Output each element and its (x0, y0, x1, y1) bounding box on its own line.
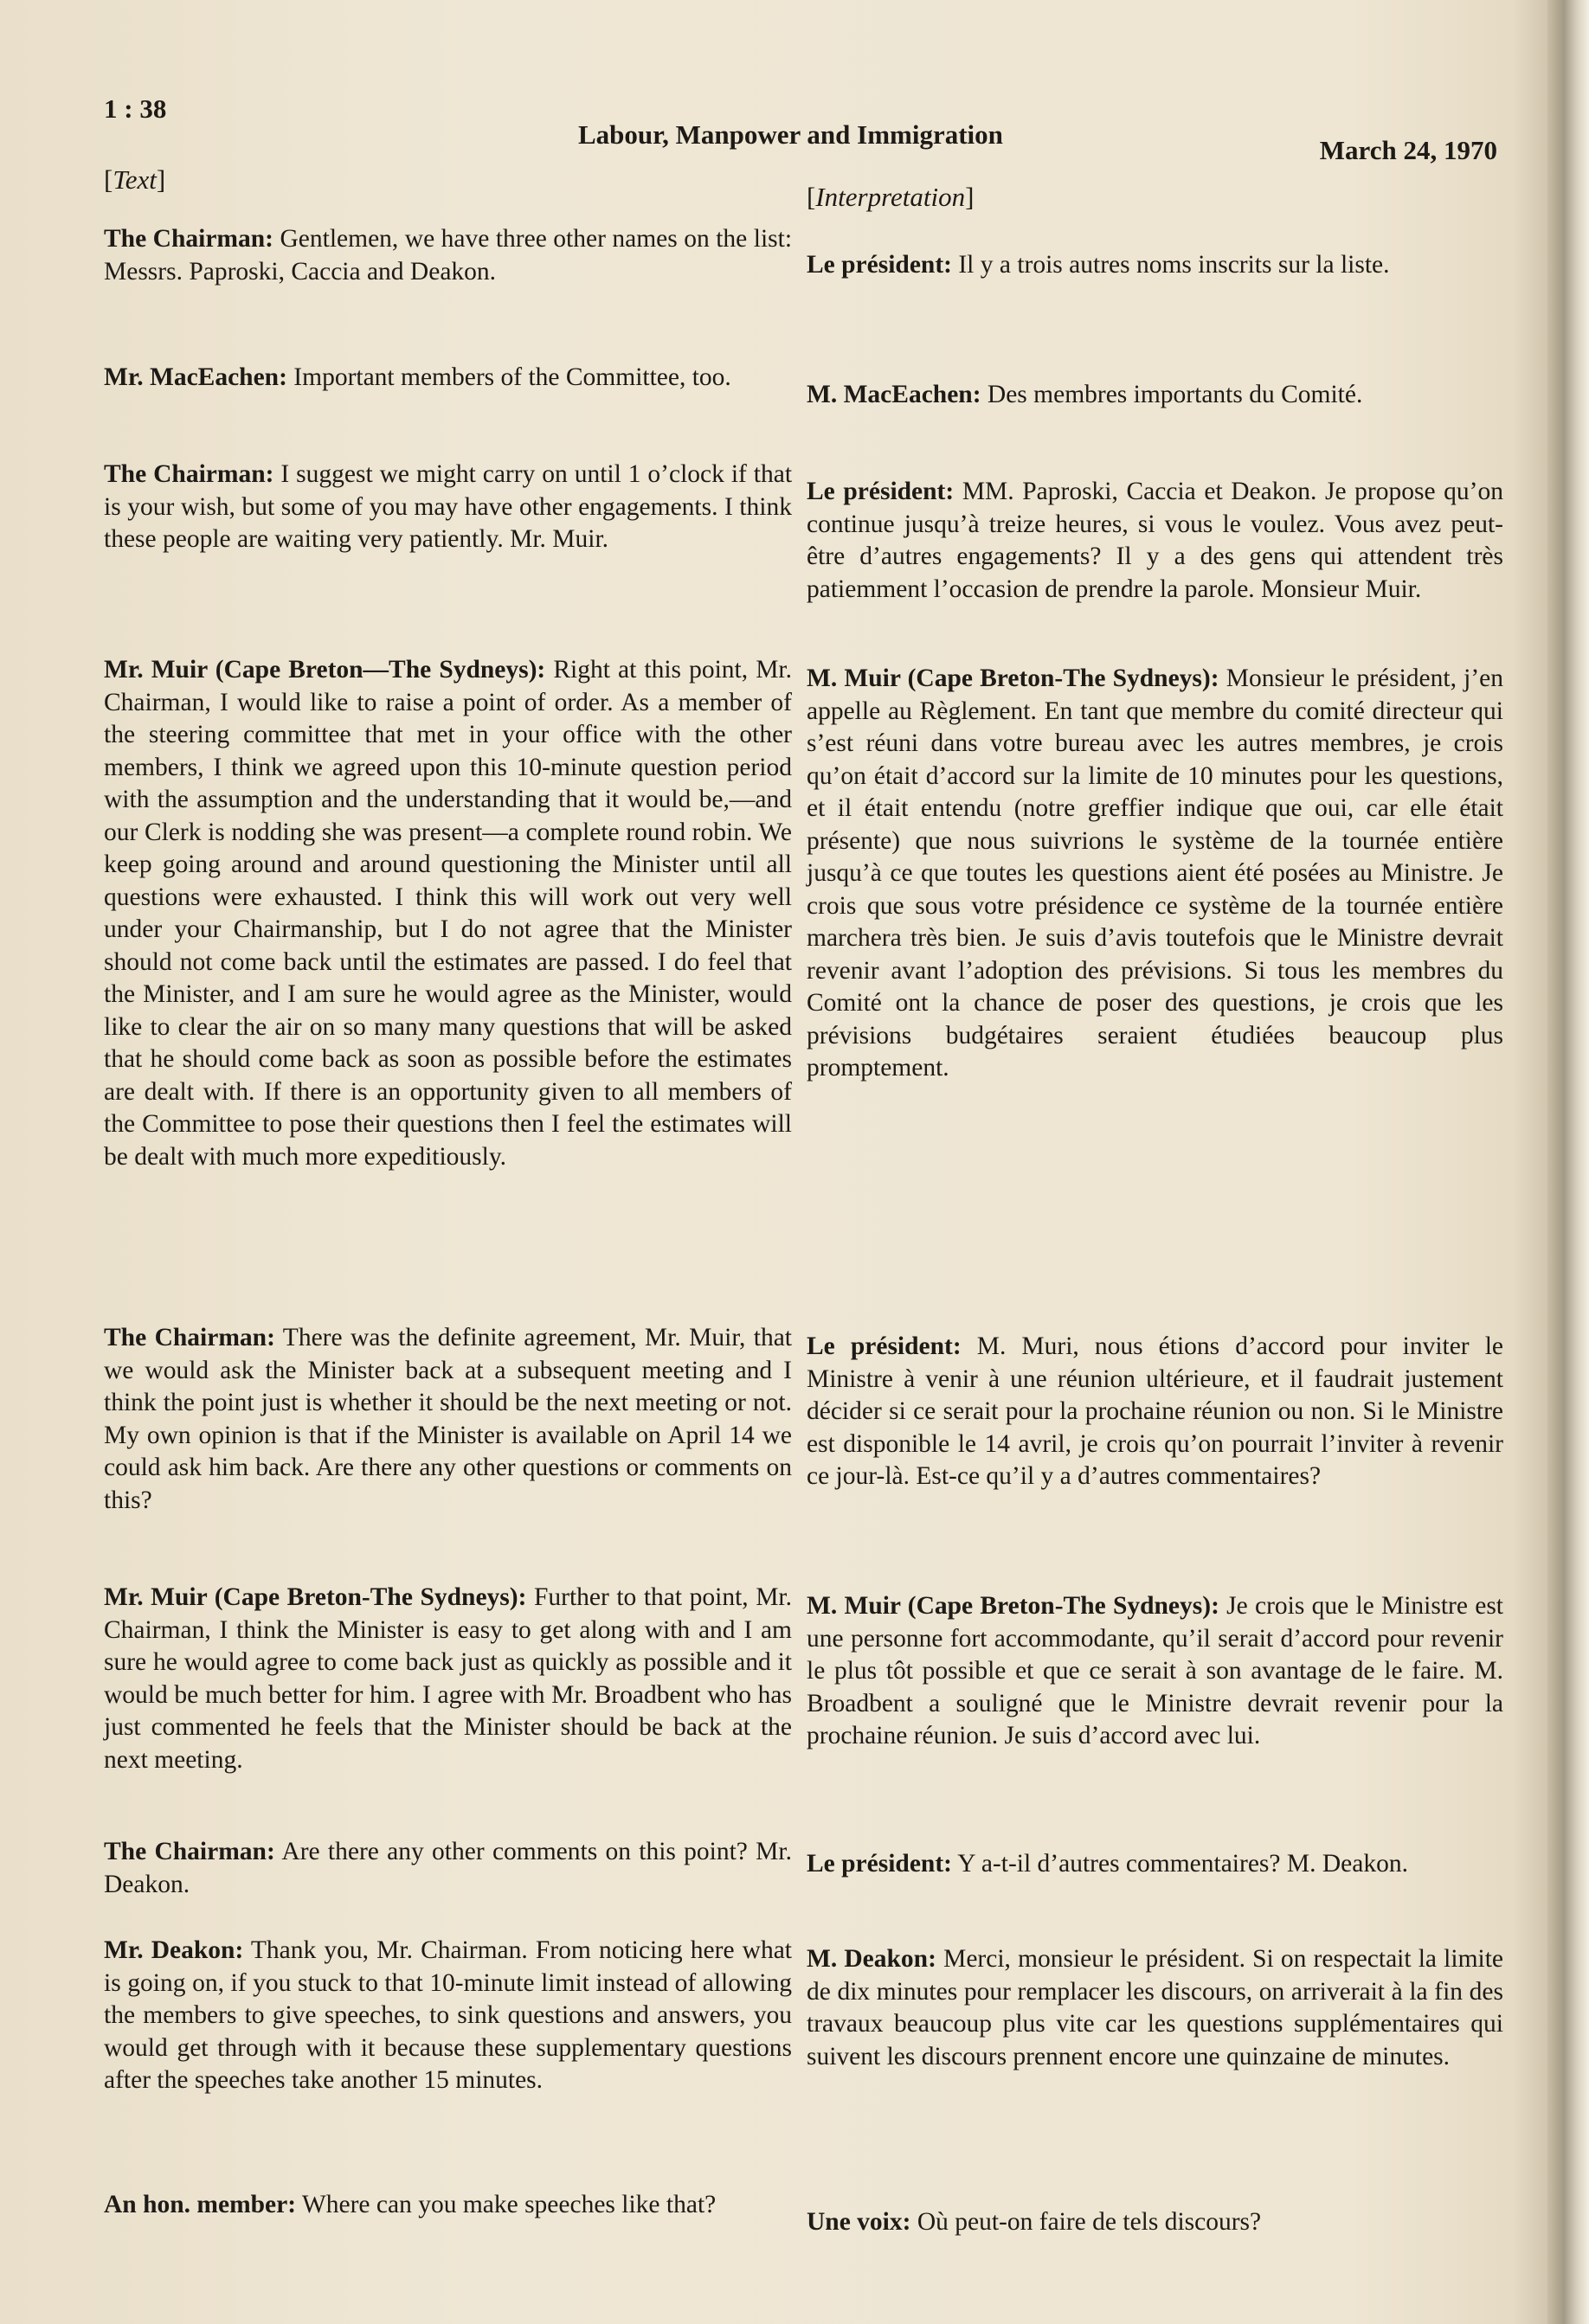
page-edge (1547, 0, 1589, 2324)
running-title: Labour, Manpower and Immigration (578, 119, 1003, 150)
paragraph: Le président: Il y a trois autres noms inscrits sur la liste. (807, 251, 1390, 279)
paragraph: Mr. Muir (Cape Breton-The Sydneys): Further to that point, Mr. Chairman, I think the Minister is easy to get along with and I am sure he would agree to come back just as quickly as possible and it would be much better for him. I agree with Mr. Broadbent who has just commented he feels that the Minister should be back at the next meeting. (104, 1583, 792, 1774)
paragraph: An hon. member: Where can you make speeches like that? (104, 2191, 717, 2218)
paragraph: The Chairman: I suggest we might carry on until 1 o’clock if that is your wish, but some of you may have other engagements. I think these people are waiting very patiently. Mr. Muir. (104, 460, 793, 553)
paragraph: The Chairman: Are there any other comments on this point? Mr. Deakon. (104, 1838, 792, 1898)
paragraph: The Chairman: Gentlemen, we have three other names on the list: Messrs. Paproski, Caccia and Deakon. (104, 225, 793, 286)
paragraph: M. Deakon: Merci, monsieur le président. Si on respectait la limite de dix minutes pour remplacer les discours, on arriverait à la fin des travaux beaucoup plus vite car les questions supplémentaires qui suivent les discours prennent encore une quinzaine de minutes. (807, 1945, 1503, 2070)
paragraph: Mr. MacEachen: Important members of the Committee, too. (104, 363, 731, 391)
text-column-english (104, 164, 793, 2218)
paragraph: Le président: M. Muri, nous étions d’accord pour inviter le Ministre à venir à une réunion ultérieure, et il faudrait justement décider si ce serait pour la prochaine réunion ou non. Si le Ministre est disponible le 14 avril, je crois qu’on pourrait l’inviter à revenir ce jour-là. Est-ce qu’il y a d’autres commentaires? (807, 1332, 1503, 1490)
page-number: 1 : 38 (104, 93, 167, 124)
column-label-text: [Text] (104, 164, 166, 195)
paragraph: Le président: MM. Paproski, Caccia et Deakon. Je propose qu’on continue jusqu’à treize heures, si vous le voulez. Vous avez peut-être d’autres engagements? Il y a des gens qui attendent très patiemment l’occasion de prendre la parole. Monsieur Muir. (807, 478, 1503, 603)
paragraph: M. Muir (Cape Breton-The Sydneys): Je crois que le Ministre est une personne fort accommodante, qu’il serait d’accord pour revenir le plus tôt possible et que ce serait à son avantage de le faire. M. Broadbent a souligné que le Ministre devrait revenir pour la prochaine réunion. Je suis d’accord avec lui. (807, 1592, 1504, 1749)
paragraph: The Chairman: There was the definite agreement, Mr. Muir, that we would ask the Minister back at a subsequent meeting and I think the point just is whether it should be the next meeting or not. My own opinion is that if the Minister is available on April 14 we could ask him back. Are there any other questions or comments on this? (104, 1324, 792, 1514)
page-date: March 24, 1970 (1319, 135, 1497, 165)
paragraph: M. MacEachen: Des membres importants du Comité. (807, 381, 1363, 408)
paragraph: Mr. Muir (Cape Breton—The Sydneys): Right at this point, Mr. Chairman, I would like to raise a point of order. As a member of the steering committee that met in your office with the other members, I think we agreed upon this 10-minute question period with the assumption and the understanding that it would be,—and our Clerk is nodding she was present—a complete round robin. We keep going around and around questioning the Minister until all questions were exhausted. I think this will work out very well under your Chairmanship, but I do not agree that the Minister should not come back until the estimates are passed. I do feel that the Minister, and I am sure he would agree as the Minister, would like to clear the air on so many many questions that will be asked that he should come back as soon as possible before the estimates are dealt with. If there is an opportunity given to all members of the Committee to pose their questions then I feel the estimates will be dealt with much more expeditiously. (104, 656, 792, 1171)
paragraph: M. Muir (Cape Breton-The Sydneys): Monsieur le président, j’en appelle au Règlement. En tant que membre du comité directeur qui s’est réuni dans votre bureau avec les autres membres, je crois qu’on était d’accord sur la limite de 10 minutes pour les questions, et il était entendu (notre greffier indique que oui, car elle était présente) que nous suivrions le système de la tournée entière jusqu’à ce que toutes les questions aient été posées au Ministre. Je crois que sous votre présidence ce système de la tournée entière marchera très bien. Je suis d’avis toutefois que le Ministre devrait revenir avant l’adoption des prévisions. Si tous les membres du Comité ont la chance de poser des questions, je crois que les prévisions budgétaires seraient étudiées beaucoup plus promptement. (807, 664, 1504, 1082)
paragraph: Le président: Y a-t-il d’autres commentaires? M. Deakon. (807, 1850, 1408, 1878)
binding-shadow (1513, 0, 1547, 2324)
paragraph: Une voix: Où peut-on faire de tels discours? (807, 2208, 1262, 2236)
column-label-interpretation: [Interpretation] (807, 182, 975, 212)
page-header (104, 93, 1497, 163)
text-column-french (807, 182, 1504, 2236)
paragraph: Mr. Deakon: Thank you, Mr. Chairman. From noticing here what is going on, if you stuck to that 10-minute limit instead of allowing the members to give speeches, to sink questions and answers, you would get through with it because these supplementary questions after the speeches take another 15 minutes. (104, 1936, 793, 2094)
